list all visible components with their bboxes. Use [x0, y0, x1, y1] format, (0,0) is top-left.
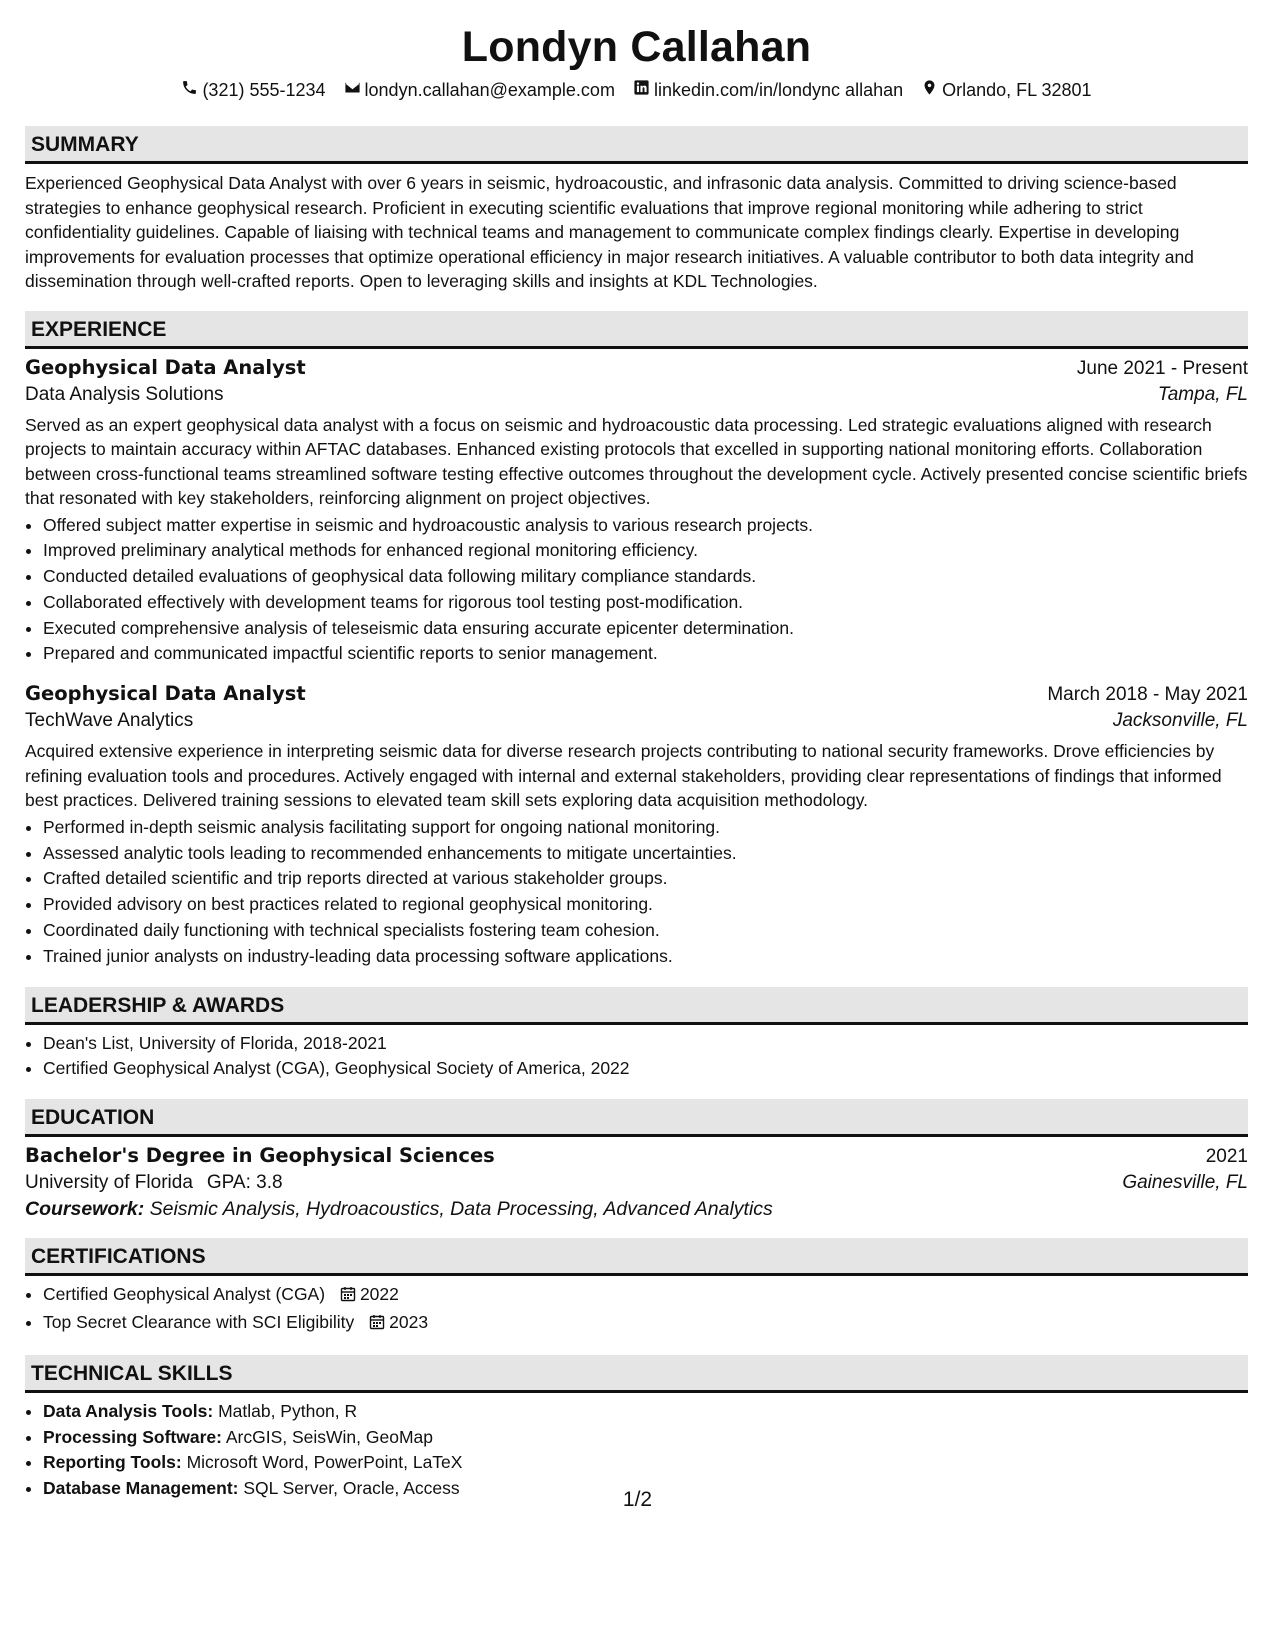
list-item: • Coordinated daily functioning with technical specialists fostering team cohesion.: [43, 918, 1248, 944]
envelope-icon: [344, 78, 361, 102]
job-company: TechWave Analytics: [25, 710, 194, 732]
school-info: [25, 1172, 283, 1194]
list-item: • Trained junior analysts on industry-leading data processing software applications.: [43, 944, 1248, 970]
gpa: GPA: 3.8: [206, 1172, 283, 1194]
school-location: Gainesville, FL: [1122, 1172, 1248, 1194]
section-heading-education: EDUCATION: [25, 1099, 1248, 1137]
skill-label: Reporting Tools:: [43, 1452, 182, 1473]
linkedin-link[interactable]: linkedin.com/in/londync allahan: [653, 80, 904, 100]
section-heading-certifications: CERTIFICATIONS: [25, 1238, 1248, 1276]
skills-list: [25, 1399, 1248, 1502]
list-item: [43, 1310, 1248, 1338]
certification-name: Top Secret Clearance with SCI Eligibility: [43, 1311, 355, 1332]
school-name: University of Florida: [25, 1172, 193, 1194]
job-location: Jacksonville, FL: [1112, 710, 1248, 732]
skill-label: Database Management:: [43, 1478, 239, 1499]
phone-text: (321) 555-1234: [202, 80, 326, 100]
coursework-label: Coursework:: [25, 1198, 145, 1221]
list-item: • Collaborated effectively with development teams for rigorous tool testing post-modification.: [43, 590, 1248, 616]
degree-title: Bachelor's Degree in Geophysical Sciences: [25, 1144, 495, 1168]
section-heading-experience: EXPERIENCE: [25, 311, 1248, 349]
linkedin-icon: [633, 78, 650, 102]
list-item: • Conducted detailed evaluations of geophysical data following military compliance standards.: [43, 564, 1248, 590]
summary-text: Experienced Geophysical Data Analyst with over 6 years in seismic, hydroacoustic, and infrasonic data analysis. Committed to driving science-based strategies to enhance geophysical research. Proficient in executing scientific evaluations that improve regional monitoring while adhering to strict confidentiality guidelines. Capable of liaising with technical teams and management to communicate complex findings clearly. Expertise in developing improvements for evaluation processes that optimize operational efficiency in major research initiatives. A valuable contributor to both data integrity and dissemination through well-crafted reports. Open to leveraging skills and insights at KDL Technologies.: [25, 173, 1194, 291]
list-item: • Improved preliminary analytical methods for enhanced regional monitoring efficiency.: [43, 538, 1248, 564]
calendar-icon: [369, 1312, 385, 1338]
skill-label: Data Analysis Tools:: [43, 1400, 214, 1421]
job-location: Tampa, FL: [1157, 383, 1248, 405]
contact-linkedin[interactable]: [633, 78, 903, 102]
skill-label: Processing Software:: [43, 1426, 222, 1447]
list-item: • Dean's List, University of Florida, 2018-2021: [43, 1031, 1248, 1057]
job-description: Served as an expert geophysical data analyst with a focus on seismic and hydroacoustic data processing. Led strategic evaluations aligned with research projects to maintain accuracy within AFTAC databases. Enhanced existing protocols that excelled in supporting national monitoring efforts. Collaboration between cross-functional teams streamlined software testing effective outcomes throughout the development cycle. Actively presented concise scientific briefs that resonated with key stakeholders, reinforcing alignment on project objectives.: [25, 414, 1248, 508]
list-item: [43, 1282, 1248, 1310]
skill-value: SQL Server, Oracle, Access: [243, 1478, 460, 1499]
job-bullets: [25, 513, 1248, 668]
contact-location: [921, 78, 1091, 102]
calendar-icon: [340, 1284, 356, 1310]
section-heading-technical-skills: TECHNICAL SKILLS: [25, 1355, 1248, 1393]
certifications-list: [25, 1282, 1248, 1338]
list-item: • Performed in-depth seismic analysis facilitating support for ongoing national monitoring.: [43, 815, 1248, 841]
list-item: • Certified Geophysical Analyst (CGA), Geophysical Society of America, 2022: [43, 1056, 1248, 1082]
candidate-name: Londyn Callahan: [461, 23, 812, 71]
leadership-list: [25, 1031, 1248, 1083]
list-item: [43, 1425, 1248, 1451]
location-text: Orlando, FL 32801: [942, 80, 1092, 100]
certification-name: Certified Geophysical Analyst (CGA): [43, 1284, 326, 1305]
resume-page: [25, 22, 1248, 1502]
list-item: [43, 1399, 1248, 1425]
certification-year: 2022: [359, 1284, 399, 1305]
section-heading-leadership: LEADERSHIP & AWARDS: [25, 987, 1248, 1025]
phone-icon: [181, 78, 198, 102]
graduation-year: 2021: [1205, 1146, 1248, 1168]
list-item: • Crafted detailed scientific and trip reports directed at various stakeholder groups.: [43, 866, 1248, 892]
job-title: Geophysical Data Analyst: [25, 682, 306, 706]
job-description: Acquired extensive experience in interpreting seismic data for diverse research projects contributing to national security frameworks. Drove efficiencies by refining evaluation tools and procedures. Actively engaged with internal and external stakeholders, providing clear representations of findings that informed best practices. Delivered training sessions to elevated team skill sets exploring data acquisition methodology.: [25, 741, 1222, 811]
map-pin-icon: [921, 78, 938, 102]
job-company: Data Analysis Solutions: [25, 383, 224, 405]
list-item: • Offered subject matter expertise in seismic and hydroacoustic analysis to various research projects.: [43, 513, 1248, 539]
job-dates: March 2018 - May 2021: [1047, 684, 1248, 706]
page-number: 1/2: [622, 1488, 653, 1511]
job-entry: [25, 682, 1248, 969]
section-heading-summary: SUMMARY: [25, 126, 1248, 164]
skill-value: ArcGIS, SeisWin, GeoMap: [225, 1426, 434, 1447]
list-item: • Prepared and communicated impactful scientific reports to senior management.: [43, 641, 1248, 667]
list-item: • Provided advisory on best practices related to regional geophysical monitoring.: [43, 892, 1248, 918]
skill-value: Matlab, Python, R: [218, 1400, 358, 1421]
email-link[interactable]: londyn.callahan@example.com: [364, 80, 615, 100]
certification-year: 2023: [389, 1311, 429, 1332]
job-bullets: [25, 815, 1248, 970]
coursework-list: Seismic Analysis, Hydroacoustics, Data Processing, Advanced Analytics: [149, 1198, 773, 1221]
list-item: [43, 1450, 1248, 1476]
job-title: Geophysical Data Analyst: [25, 355, 306, 379]
contact-email[interactable]: [344, 78, 615, 102]
list-item: • Executed comprehensive analysis of teleseismic data ensuring accurate epicenter determination.: [43, 616, 1248, 642]
contact-bar: [25, 78, 1248, 102]
job-dates: June 2021 - Present: [1076, 357, 1248, 379]
skill-value: Microsoft Word, PowerPoint, LaTeX: [186, 1452, 463, 1473]
coursework: [25, 1198, 1248, 1221]
job-entry: [25, 356, 1248, 668]
contact-phone: [181, 78, 325, 102]
list-item: • Assessed analytic tools leading to recommended enhancements to mitigate uncertainties.: [43, 841, 1248, 867]
